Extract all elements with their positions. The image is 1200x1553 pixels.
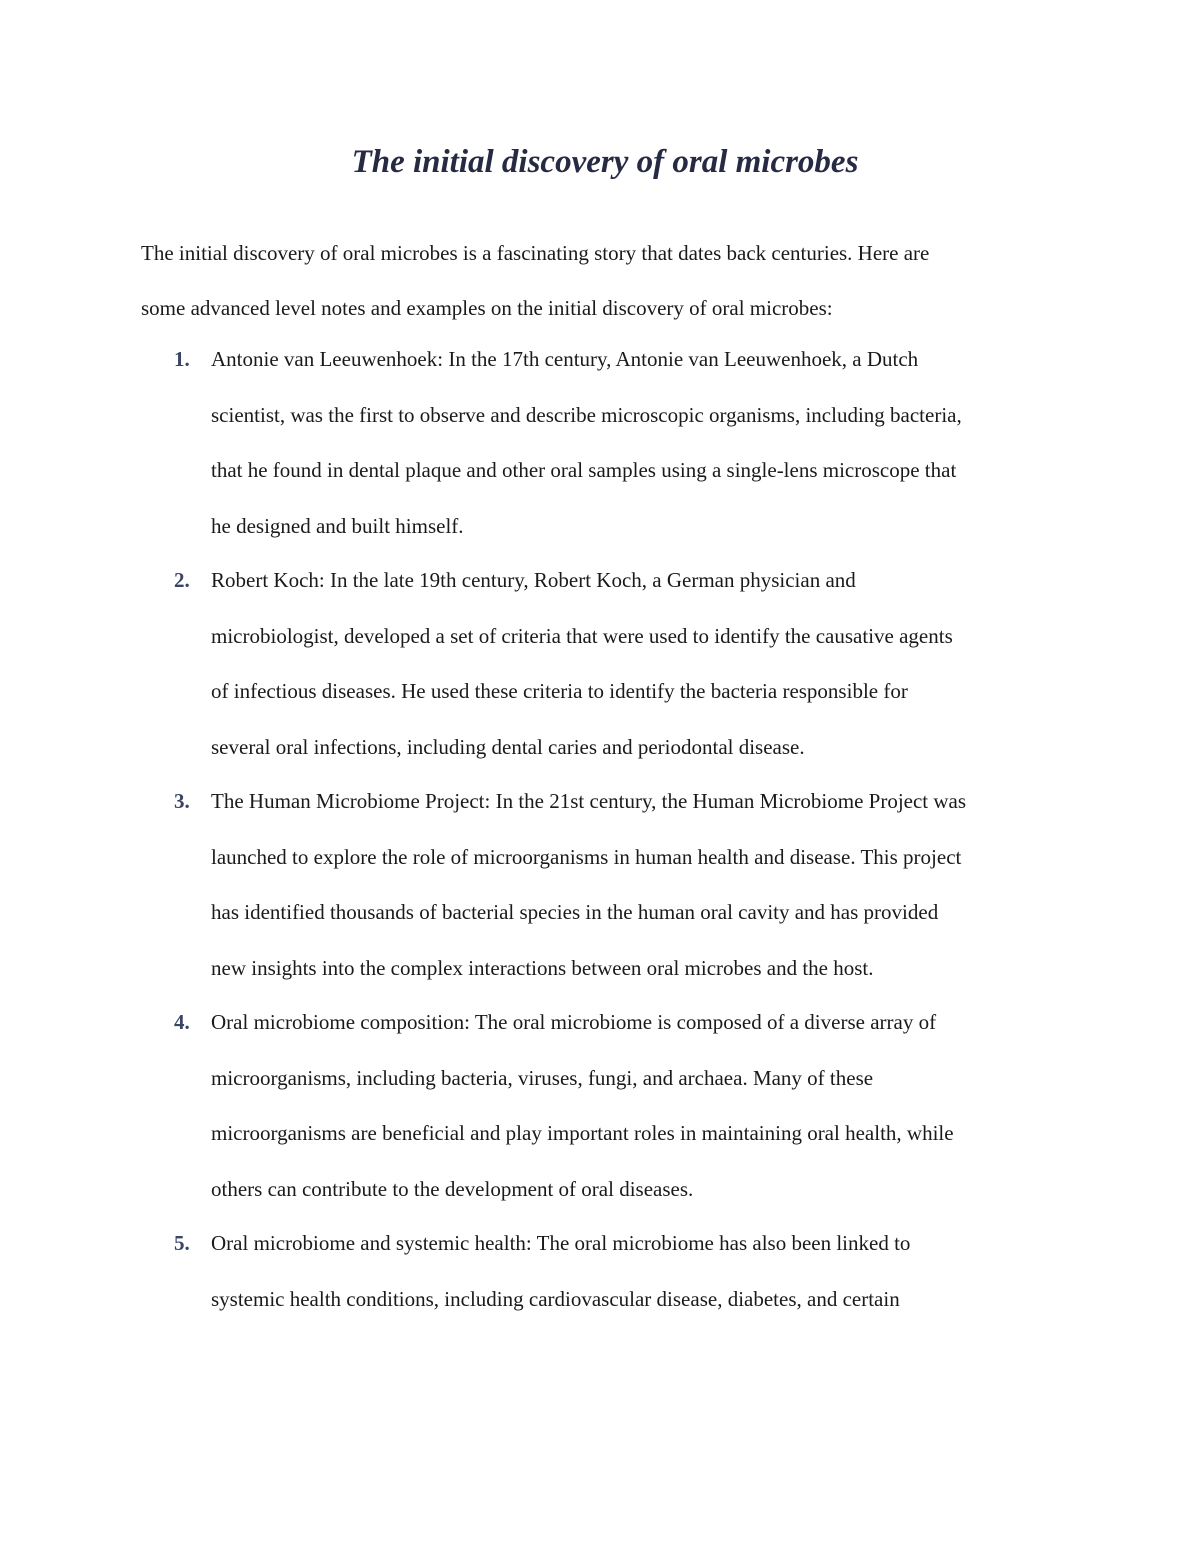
list-item-text [211,995,1091,1217]
list-item-line: others can contribute to the development of oral diseases. [211,1176,694,1201]
list-item-number: 5. [174,1231,190,1255]
list-item-line: systemic health conditions, including cardiovascular disease, diabetes, and certain [211,1286,900,1311]
list-item-number: 4. [174,1010,190,1034]
list-item-text [211,774,1091,996]
list-item-line: has identified thousands of bacterial species in the human oral cavity and has provided [211,900,939,924]
list-item-line: Oral microbiome composition: The oral microbiome is composed of a diverse array of [211,1010,937,1034]
list-item-line: several oral infections, including dental caries and periodontal disease. [211,734,805,759]
list-item-text [211,332,1091,554]
intro-paragraph [141,226,1071,336]
intro-line: The initial discovery of oral microbes is a fascinating story that dates back centuries. Here are [141,241,930,265]
list-item-number: 3. [174,789,190,813]
list-item-text [211,1216,1091,1327]
list-item-line: Antonie van Leeuwenhoek: In the 17th century, Antonie van Leeuwenhoek, a Dutch [211,347,919,371]
list-item-line: Robert Koch: In the late 19th century, Robert Koch, a German physician and [211,568,856,592]
list-item-line: Oral microbiome and systemic health: The oral microbiome has also been linked to [211,1231,911,1255]
list-item-number: 2. [174,568,190,592]
list-item-number: 1. [174,347,190,371]
list-item-line: microorganisms, including bacteria, viruses, fungi, and archaea. Many of these [211,1065,874,1090]
list-item-line: launched to explore the role of microorganisms in human health and disease. This project [211,844,962,869]
list-item-line: The Human Microbiome Project: In the 21st century, the Human Microbiome Project was [211,789,967,813]
list-item-text [211,553,1091,775]
intro-line: some advanced level notes and examples on the initial discovery of oral microbes: [141,296,833,320]
list-item-line: scientist, was the first to observe and describe microscopic organisms, including bacteria, [211,402,962,427]
list-item-line: new insights into the complex interactions between oral microbes and the host. [211,955,874,980]
list-item-line: he designed and built himself. [211,513,464,538]
document-title: The initial discovery of oral microbes [351,144,859,180]
list-item-line: of infectious diseases. He used these criteria to identify the bacteria responsible for [211,679,908,703]
list-item-line: microorganisms are beneficial and play important roles in maintaining oral health, while [211,1121,954,1145]
list-item-line: microbiologist, developed a set of criteria that were used to identify the causative agents [211,623,953,648]
list-item-line: that he found in dental plaque and other oral samples using a single-lens microscope that [211,458,957,482]
